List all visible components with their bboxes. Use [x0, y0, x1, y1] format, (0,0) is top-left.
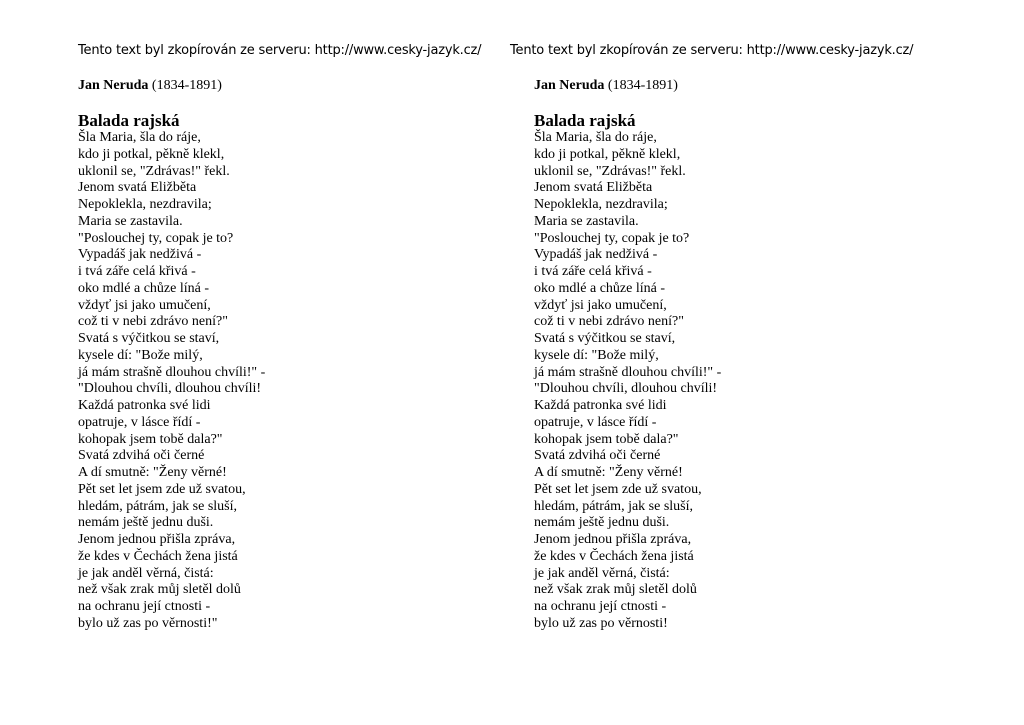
poem-line: nemám ještě jednu duši.: [534, 515, 670, 531]
poem-line: kohopak jsem tobě dala?": [534, 431, 679, 447]
author-name: Jan Neruda: [534, 78, 605, 93]
poem-line: i tvá záře celá křivá -: [534, 264, 652, 279]
poem-line: oko mdlé a chůze líná -: [78, 280, 210, 296]
poem-line: je jak anděl věrná, čistá:: [78, 565, 214, 581]
poem-line: A dí smutně: "Ženy věrné!: [534, 465, 683, 480]
poem-line: "Dlouhou chvíli, dlouhou chvíli!: [78, 381, 262, 397]
poem-line: Jenom svatá Eližběta: [78, 180, 197, 196]
poem-line: než však zrak můj sletěl dolů: [78, 582, 241, 598]
poem-line: "Poslouchej ty, copak je to?: [534, 230, 690, 246]
poem-line: Svatá zdvihá oči černé: [534, 448, 661, 464]
poem-line: já mám strašně dlouhou chvíli!" -: [78, 364, 266, 380]
poem-line: Každá patronka své lidi: [534, 398, 667, 413]
poem-line: Jenom svatá Eližběta: [534, 180, 653, 196]
poem-line: hledám, pátrám, jak se sluší,: [78, 498, 238, 514]
source-note: Tento text byl zkopírován ze serveru: http://www.cesky-jazyk.cz/: [78, 43, 482, 58]
poem-line: kysele dí: "Bože milý,: [78, 347, 203, 363]
poem-line: Pět set let jsem zde už svatou,: [78, 481, 246, 497]
poem-line: což ti v nebi zdrávo není?": [78, 314, 228, 330]
poem-line: než však zrak můj sletěl dolů: [534, 582, 697, 598]
poem-line: Svatá zdvihá oči černé: [78, 448, 205, 464]
poem-line: bylo už zas po věrnosti!": [78, 615, 218, 631]
poem-line: Svatá s výčitkou se staví,: [78, 331, 220, 346]
poem-line: Jenom jednou přišla zpráva,: [534, 532, 692, 547]
poem-line: hledám, pátrám, jak se sluší,: [534, 498, 694, 514]
poem-line: Svatá s výčitkou se staví,: [534, 331, 676, 346]
poem-line: opatruje, v lásce řídí -: [78, 414, 201, 430]
poem-line: bylo už zas po věrnosti!: [534, 615, 668, 631]
poem-line: kohopak jsem tobě dala?": [78, 431, 223, 447]
author-years: (1834-1891): [151, 78, 222, 93]
poem-line: na ochranu její ctnosti -: [78, 599, 211, 614]
author-name: Jan Neruda: [78, 78, 149, 93]
poem-line: na ochranu její ctnosti -: [534, 599, 667, 614]
poem-line: Vypadáš jak nedživá -: [78, 247, 202, 263]
poem-line: nemám ještě jednu duši.: [78, 515, 214, 531]
poem-title: Balada rajská: [78, 111, 180, 130]
poem-body: [78, 130, 265, 633]
poem-line: uklonil se, "Zdrávas!" řekl.: [78, 163, 230, 179]
poem-line: "Poslouchej ty, copak je to?: [78, 230, 234, 246]
poem-line: vždyť jsi jako umučení,: [78, 297, 211, 313]
author-line: [78, 78, 222, 94]
poem-line: kysele dí: "Bože milý,: [534, 347, 659, 363]
poem-line: Maria se zastavila.: [534, 213, 639, 229]
poem-line: Šla Maria, šla do ráje,: [78, 130, 201, 145]
poem-line: vždyť jsi jako umučení,: [534, 297, 667, 313]
author-line: [534, 78, 678, 94]
poem-line: kdo ji potkal, pěkně klekl,: [534, 146, 681, 162]
poem-line: Vypadáš jak nedživá -: [534, 247, 658, 263]
author-years: (1834-1891): [607, 78, 678, 93]
poem-line: uklonil se, "Zdrávas!" řekl.: [534, 163, 686, 179]
poem-body: [534, 130, 721, 633]
poem-line: že kdes v Čechách žena jistá: [534, 548, 694, 564]
poem-line: Nepoklekla, nezdravila;: [534, 197, 668, 212]
poem-line: Jenom jednou přišla zpráva,: [78, 532, 236, 547]
poem-line: opatruje, v lásce řídí -: [534, 414, 657, 430]
poem-line: Pět set let jsem zde už svatou,: [534, 481, 702, 497]
poem-line: že kdes v Čechách žena jistá: [78, 548, 238, 564]
poem-line: což ti v nebi zdrávo není?": [534, 314, 684, 330]
poem-line: já mám strašně dlouhou chvíli!" -: [534, 364, 722, 380]
poem-line: je jak anděl věrná, čistá:: [534, 565, 670, 581]
poem-title: Balada rajská: [534, 111, 636, 130]
poem-line: "Dlouhou chvíli, dlouhou chvíli!: [534, 381, 718, 397]
poem-line: Maria se zastavila.: [78, 213, 183, 229]
poem-line: Nepoklekla, nezdravila;: [78, 197, 212, 212]
poem-line: i tvá záře celá křivá -: [78, 264, 196, 279]
poem-line: Každá patronka své lidi: [78, 398, 211, 413]
source-note: Tento text byl zkopírován ze serveru: http://www.cesky-jazyk.cz/: [510, 43, 914, 58]
poem-line: oko mdlé a chůze líná -: [534, 280, 666, 296]
poem-line: kdo ji potkal, pěkně klekl,: [78, 146, 225, 162]
poem-line: A dí smutně: "Ženy věrné!: [78, 465, 227, 480]
poem-line: Šla Maria, šla do ráje,: [534, 130, 657, 145]
